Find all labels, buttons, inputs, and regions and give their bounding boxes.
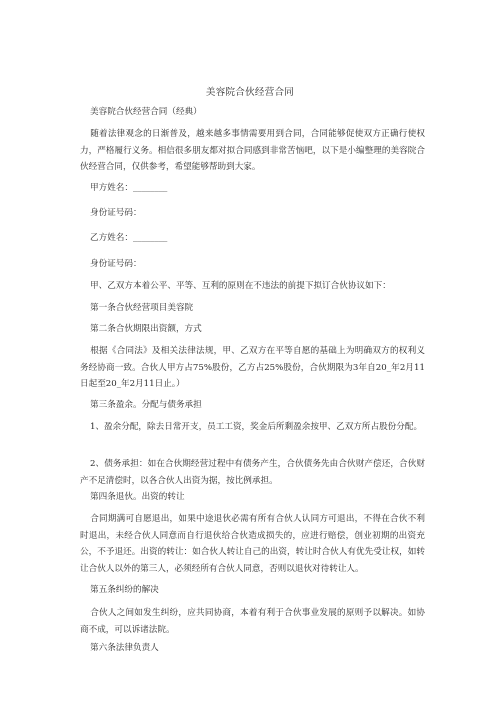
article-2-text: 根据《合同法》及相关法律法规，甲、乙双方在平等自愿的基础上为明确双方的权利义务经协商一致。合伙人甲方占75%股份，乙方占25%股份，合伙期限为3年自20_年2月11日起至20_年2月11日止。） (80, 346, 425, 389)
party-a-id-field: 身份证号码： (90, 208, 142, 218)
preamble: 甲、乙双方本着公平、平等、互利的原则在不违法的前提下拟订合伙协议如下： (90, 281, 391, 291)
article-6-title: 第六条法律负责人 (90, 643, 159, 653)
intro-text: 随着法律观念的日渐普及，越来越多事情需要用到合同，合同能够促使双方正确行使权力，严格履行义务。相信很多朋友都对拟合同感到非常苦恼吧，以下是小编整理的美容院合伙经营合同，仅供参考，希望能够帮助到大家。 (80, 129, 425, 172)
party-b-name-field: 乙方姓名：________ (90, 233, 168, 243)
article-5-title: 第五条纠纷的解决 (90, 585, 159, 595)
article-3-item-1 (80, 419, 425, 436)
article-3-item-2 (80, 456, 425, 489)
article-4-text: 合同期满可自愿退出，如果中途退伙必需有所有合伙人认同方可退出，不得在合伙不利时退出，未经合伙人同意而自行退伙给合伙造成损失的，应进行赔偿，创业初期的出资充公，不予退还。出资的转让：如合伙人转让自己的出资，转让时合伙人有优先受让权，如转让合伙人以外的第三人，必须经所有合伙人同意，否则以退伙对待转让人。 (80, 514, 425, 574)
article-2-title: 第二条合伙期限出资额，方式 (90, 324, 202, 334)
article-3-item-2-text: 2、债务承担：如在合伙期经营过程中有债务产生，合伙债务先由合伙财产偿还，合伙财产不足清偿时，以各合伙人出资为据，按比例承担。 (80, 459, 425, 486)
article-1-title: 第一条合伙经营项目美容院 (90, 303, 194, 313)
article-4-body (80, 511, 425, 577)
document-subtitle: 美容院合伙经营合同（经典） (90, 107, 202, 117)
article-3-title: 第三条盈余。分配与债务承担 (90, 400, 202, 410)
party-a-name-field: 甲方姓名：________ (90, 183, 168, 193)
article-2-body (80, 343, 425, 393)
document-title: 美容院合伙经营合同 (205, 87, 295, 98)
article-5-text: 合伙人之间如发生纠纷，应共同协商，本着有利于合伙事业发展的原则予以解决。如协商不成，可以诉诸法院。 (80, 608, 425, 635)
article-3-item-1-text: 1、盈余分配，除去日常开支，员工工资，奖金后所剩盈余按甲、乙双方所占股份分配。 (90, 422, 423, 432)
article-4-title: 第四条退伙。出资的转让 (90, 492, 185, 502)
article-5-body (80, 605, 425, 638)
party-b-id-field: 身份证号码： (90, 259, 142, 269)
intro-paragraph (80, 126, 425, 176)
